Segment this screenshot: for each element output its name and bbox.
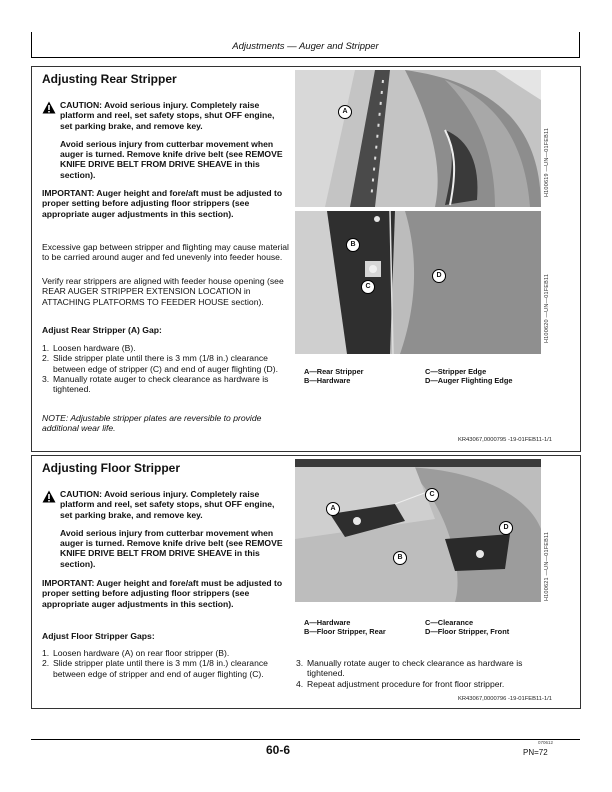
caption-a: A—Rear Stripper xyxy=(304,367,364,376)
image-code: H100620 —UN—01FEB11 xyxy=(544,273,550,343)
caution-text-2: Avoid serious injury from cutterbar movement when auger is turned. Remove knife drive belt (see REMOVE KNIFE DRIVE BELT FROM DRIVE SHEAVE in this section). xyxy=(60,138,283,180)
step-item: 3. Manually rotate auger to check clearance as hardware is tightened. xyxy=(296,658,523,679)
photo-rear-stripper-top xyxy=(295,70,541,207)
subheading: Adjust Rear Stripper (A) Gap: xyxy=(42,325,162,335)
subheading: Adjust Floor Stripper Gaps: xyxy=(42,631,155,641)
callout-c: C xyxy=(361,280,375,294)
caution-block xyxy=(42,100,288,180)
caption-a: A—Hardware xyxy=(304,618,351,627)
paragraph: Excessive gap between stripper and flighting may cause material to be carried around auger and fed unevenly into feeder house. xyxy=(42,242,289,263)
callout-c: C xyxy=(425,488,439,502)
warning-triangle-icon xyxy=(42,101,56,114)
reference-code: KR43067,0000795 -19-01FEB11-1/1 xyxy=(458,437,552,443)
page-pn: PN=72 xyxy=(523,748,548,757)
auger-photo-illustration xyxy=(295,70,541,207)
image-code: H100619 —UN—01FEB11 xyxy=(544,127,550,197)
step-list-left xyxy=(42,648,288,679)
caption-c: C—Stripper Edge xyxy=(425,367,487,376)
section-title: Adjusting Rear Stripper xyxy=(42,72,177,86)
caption-b: B—Hardware xyxy=(304,376,351,385)
footer-rule xyxy=(31,739,580,740)
caption-c: C—Clearance xyxy=(425,618,474,627)
step-item: 1. Loosen hardware (A) on rear floor stripper (B). xyxy=(42,648,230,658)
callout-a: A xyxy=(338,105,352,119)
photo-floor-stripper xyxy=(295,459,541,602)
footer-code: 070612 xyxy=(538,740,554,745)
running-header: Adjustments — Auger and Stripper xyxy=(232,41,379,52)
callout-b: B xyxy=(346,238,360,252)
reference-code: KR43067,0000796 -19-01FEB11-1/1 xyxy=(458,696,552,702)
callout-b: B xyxy=(393,551,407,565)
caption-b: B—Floor Stripper, Rear xyxy=(304,627,386,636)
step-item: 4. Repeat adjustment procedure for front floor stripper. xyxy=(296,678,505,689)
caution-text: CAUTION: Avoid serious injury. Completely raise platform and reel, set safety stops, shut OFF engine, set parking brake, and remove key. xyxy=(60,489,275,520)
header-rule-bottom xyxy=(31,57,580,58)
caution-text-2: Avoid serious injury from cutterbar movement when auger is turned. Remove knife drive belt (see REMOVE KNIFE DRIVE BELT FROM DRIVE SHEAVE in this section). xyxy=(60,527,283,569)
page-number: 60-6 xyxy=(266,743,291,757)
rear-stripper-section xyxy=(31,66,581,452)
caution-text: CAUTION: Avoid serious injury. Completely raise platform and reel, set safety stops, shut OFF engine, set parking brake, and remove key. xyxy=(60,100,275,131)
paragraph: Verify rear strippers are aligned with feeder house opening (see REAR AUGER STRIPPER EXTENSION LOCATION in ATTACHING PLATFORMS TO FEEDER HOUSE section). xyxy=(42,276,284,307)
callout-a: A xyxy=(326,502,340,516)
callout-d: D xyxy=(432,269,446,283)
step-item: 3. Manually rotate auger to check clearance as hardware is tightened. xyxy=(42,373,269,395)
step-list-right xyxy=(296,658,546,689)
step-list xyxy=(42,343,288,394)
important-text: IMPORTANT: Auger height and fore/aft must be adjusted to proper setting before adjusting floor strippers (see appropriate auger adjustments in this section). xyxy=(42,188,283,219)
caption-d: D—Auger Flighting Edge xyxy=(425,376,513,385)
warning-triangle-icon xyxy=(42,490,56,503)
section-title: Adjusting Floor Stripper xyxy=(42,461,180,475)
step-item: 2. Slide stripper plate until there is 3 mm (1/8 in.) clearance between edge of stripper (C) and end of auger flighting (D). xyxy=(42,353,278,374)
step-item: 2. Slide stripper plate until there is 3 mm (1/8 in.) clearance between edge of stripper and end of auger flighting (C). xyxy=(42,658,268,679)
step-item: 1. Loosen hardware (B). xyxy=(42,343,136,353)
floor-stripper-section xyxy=(31,455,581,709)
caution-block xyxy=(42,489,288,569)
important-text: IMPORTANT: Auger height and fore/aft must be adjusted to proper setting before adjusting floor strippers (see appropriate auger adjustments in this section). xyxy=(42,578,283,609)
stripper-detail-illustration xyxy=(295,211,541,354)
callout-d: D xyxy=(499,521,513,535)
image-code: H100621 —UN—01FEB11 xyxy=(544,531,550,601)
caption-d: D—Floor Stripper, Front xyxy=(425,627,510,636)
photo-rear-stripper-detail xyxy=(295,211,541,354)
note-text: NOTE: Adjustable stripper plates are reversible to provide additional wear life. xyxy=(42,413,262,434)
